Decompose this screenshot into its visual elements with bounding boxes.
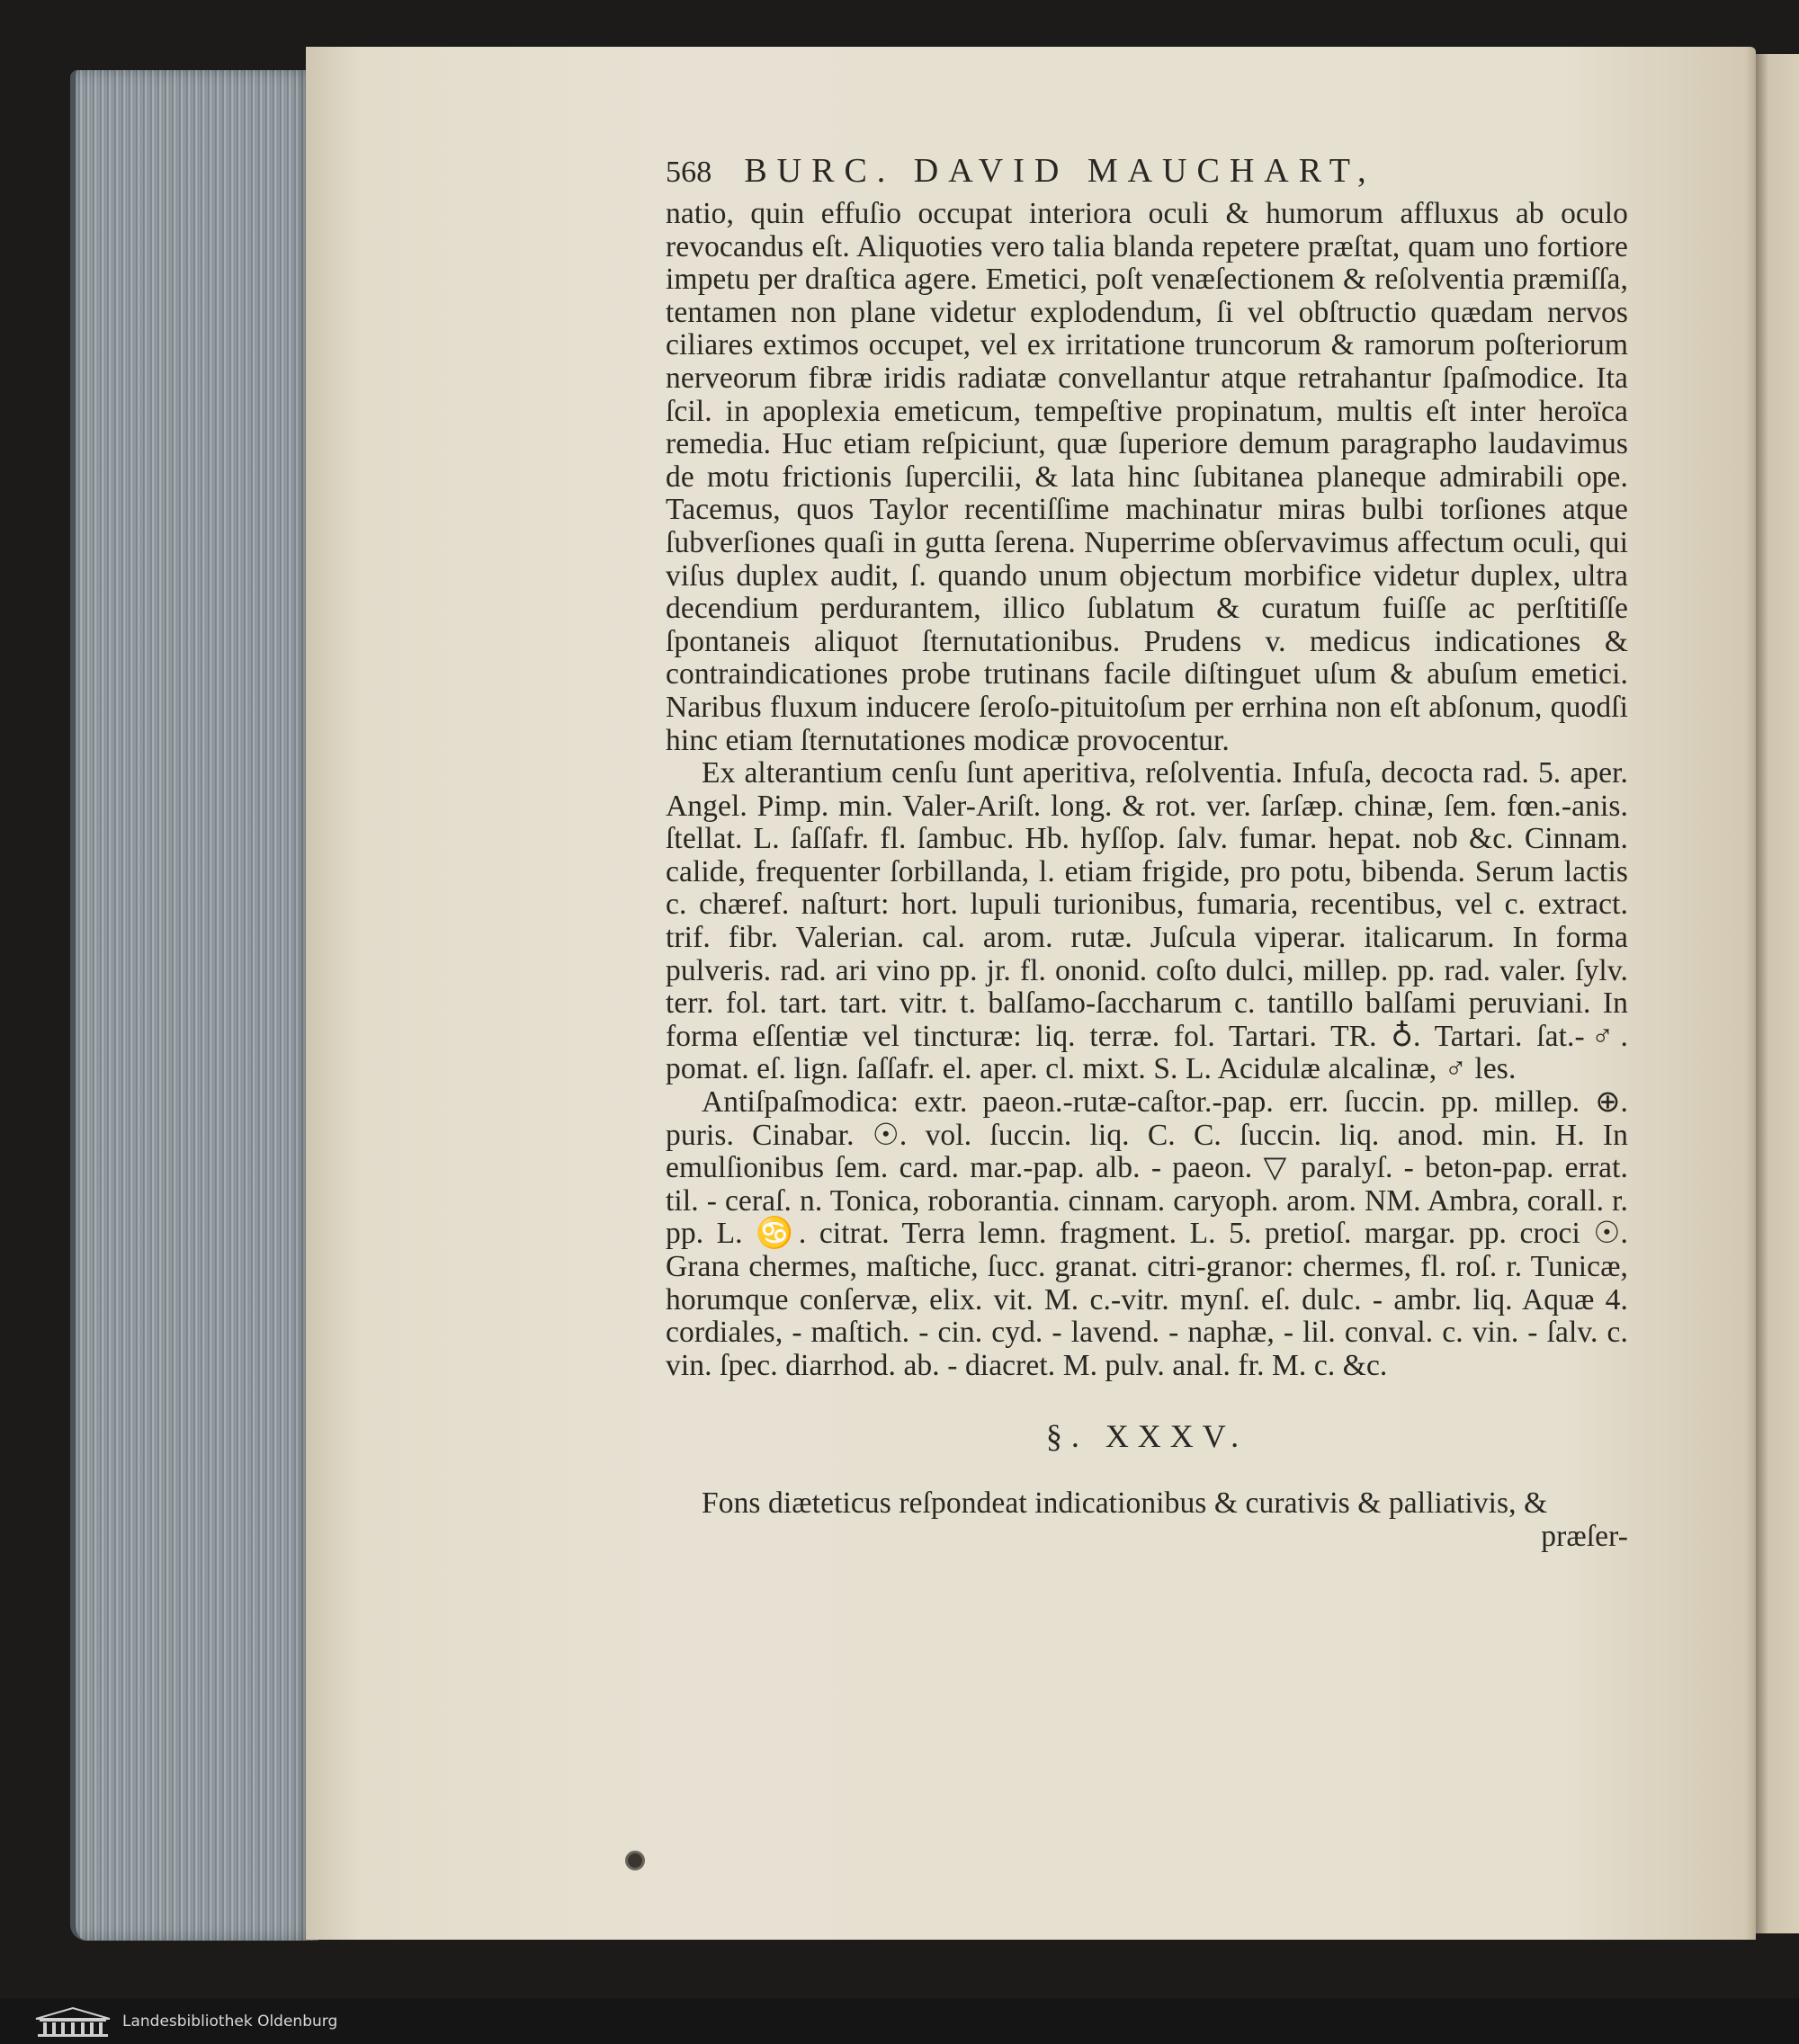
paragraph-3: Antiſpaſmodica: extr. paeon.-rutæ-caſtor.-pap. err. ſuccin. pp. millep. ⊕. puris. Cinabar. ☉. vol. ſuccin. liq. C. C. ſuccin. liq. anod. min. H. In emulſionibus ſem. card. mar.-pap. alb. - paeon. ▽ paralyſ. - beton-pap. errat. til. - ceraſ. n. Tonica, roborantia. cinnam. caryoph. arom. NM. Ambra, corall. r. pp. L. ♋. citrat. Terra lemn. fragment. L. 5. pretioſ. margar. pp. croci ☉. Grana chermes, maſtiche, ſucc. granat. citri-granor: chermes, fl. roſ. r. Tunicæ, horumque conſervæ, elix. vit. M. c.-vitr. mynſ. eſ. dulc. - ambr. liq. Aquæ 4. cordiales, - maſtich. - cin. cyd. - lavend. - naphæ, - lil. conval. c. vin. - ſalv. c. vin. ſpec. diarrhod. ab. - diacret. M. pulv. anal. fr. M. c. &c. [666, 1085, 1628, 1382]
page-text [666, 151, 1628, 1553]
paragraph-2: Ex alterantium cenſu ſunt aperitiva, reſolventia. Infuſa, decocta rad. 5. aper. Angel. Pimp. min. Valer-Ariſt. long. & rot. ver. ſarſæp. chinæ, ſem. fœn.-anis. ſtellat. L. ſaſſafr. fl. ſambuc. Hb. hyſſop. ſalv. fumar. hepat. nob &c. Cinnam. calide, frequenter ſorbillanda, l. etiam frigide, pro potu, bibenda. Serum lactis c. chæref. naſturt: hort. lupuli turionibus, fumaria, recentibus, vel c. extract. trif. fibr. Valerian. cal. arom. rutæ. Juſcula viperar. italicarum. In forma pulveris. rad. ari vino pp. jr. fl. ononid. coſto dulci, millep. pp. rad. valer. ſylv. terr. fol. tart. tart. vitr. t. balſamo-ſaccharum c. tantillo balſami peruviani. In forma eſſentiæ vel tincturæ: liq. terræ. fol. Tartari. TR. ♁. Tartari. ſat.-♂. pomat. eſ. lign. ſaſſafr. el. aper. cl. mixt. S. L. Acidulæ alcalinæ, ♂ les. [666, 756, 1628, 1086]
library-building-icon [34, 2006, 112, 2037]
page-number: 568 [666, 156, 712, 189]
closing-paragraph: Fons diæteticus reſpondeat indicationibus & curativis & palliativis, & [702, 1486, 1548, 1520]
footer-bar [0, 1998, 1799, 2044]
catchword: præſer- [1541, 1519, 1628, 1553]
library-name: Landesbibliothek Oldenburg [122, 2012, 338, 2031]
page-speck-mark [625, 1851, 645, 1870]
running-head-title: BURC. DAVID MAUCHART, [744, 152, 1376, 190]
book-page-edges [70, 70, 318, 1941]
running-head [666, 151, 1628, 192]
paragraph-1: natio, quin effuſio occupat interiora oculi & humorum affluxus ab oculo revocandus eſt. Aliquoties vero talia blanda repetere præſtat, quam uno fortiore impetu per draſtica agere. Emetici, poſt venæſectionem & reſolventia præmiſſa, tentamen non plane videtur explodendum, ſi vel obſtructio quædam nervos ciliares extimos occupet, vel ex irritatione truncorum & ramorum poſteriorum nerveorum fibræ iridis radiatæ convellantur atque retrahantur ſpaſmodice. Ita ſcil. in apoplexia emeticum, tempeſtive propinatum, multis eſt inter heroïca remedia. Huc etiam reſpiciunt, quæ ſuperiore demum paragrapho laudavimus de motu frictionis ſupercilii, & lata hinc ſubitanea planeque admirabili ope. Tacemus, quos Taylor recentiſſime machinatur miras bulbi torſiones atque ſubverſiones quaſi in gutta ſerena. Nuperrime obſervavimus affectum oculi, qui viſus duplex audit, ſ. quando unum objectum morbifice videtur duplex, ultra decendium perdurantem, illico ſublatum & curatum fuiſſe ac perſtitiſſe ſpontaneis aliquot ſternutationibus. Prudens v. medicus indicationes & contraindicationes probe trutinans facile diſtinguet uſum & abuſum emetici. Naribus fluxum inducere ſeroſo-pituitoſum per errhina non eſt abſonum, quodſi hinc etiam ſternutationes modicæ provocentur. [666, 197, 1628, 757]
next-page-edge [1756, 54, 1799, 1933]
section-heading: §. XXXV. [1045, 1418, 1249, 1455]
